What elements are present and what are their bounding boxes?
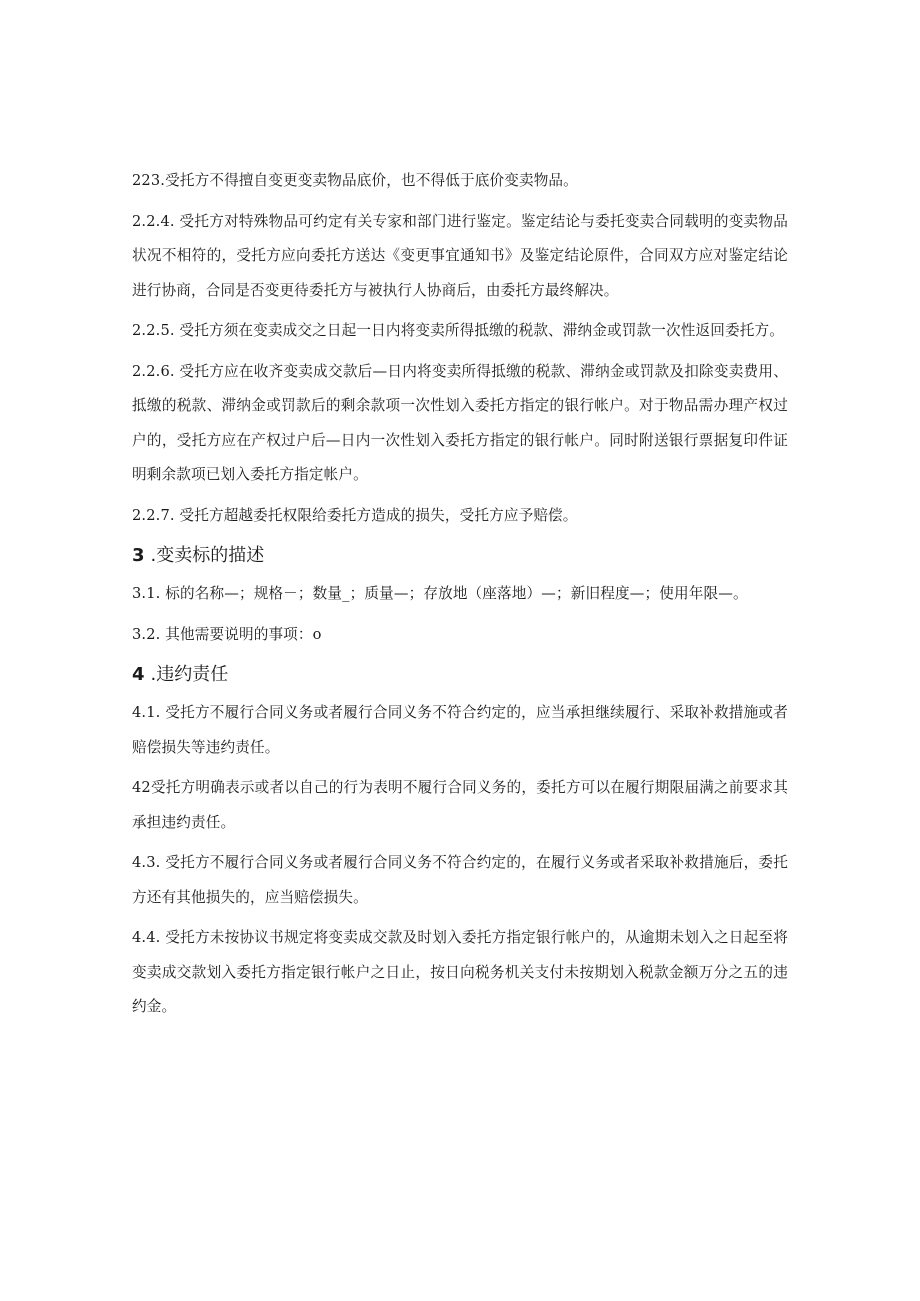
section-number: 4 — [132, 664, 145, 685]
clause-4-2: 42受托方明确表示或者以自己的行为表明不履行合同义务的，委托方可以在履行期限届满之前要求其承担违约责任。 — [132, 779, 788, 831]
clause-2-2-4: 2.2.4. 受托方对特殊物品可约定有关专家和部门进行鉴定。鉴定结论与委托变卖合同载明的变卖物品状况不相符的，受托方应向委托方送达《变更事宜通知书》及鉴定结论原件，合同双方应对鉴定结论进行协商，合同是否变更待委托方与被执行人协商后，由委托方最终解决。 — [132, 212, 788, 299]
clause-4-4: 4.4. 受托方未按协议书规定将变卖成交款及时划入委托方指定银行帐户的，从逾期未划入之日起至将变卖成交款划入委托方指定银行帐户之日止，按日向税务机关支付未按期划入税款金额万分之五的违约金。 — [132, 929, 788, 1015]
clause-2-2-6: 2.2.6. 受托方应在收齐变卖成交款后—日内将变卖所得抵缴的税款、滞纳金或罚款及扣除变卖费用、抵缴的税款、滞纳金或罚款后的剩余款项一次性划入委托方指定的银行帐户。对于物品需办理产权过户的，受托方应在产权过户后—日内一次性划入委托方指定的银行帐户。同时附送银行票据复印件证明剩余款项已划入委托方指定帐户。 — [132, 362, 788, 483]
clause-3-1: 3.1. 标的名称—；规格－；数量_；质量—；存放地（座落地）—；新旧程度—；使用年限—。 — [132, 585, 748, 602]
section-title: .违约责任 — [150, 664, 229, 685]
clause-3-2: 3.2. 其他需要说明的事项：o — [132, 625, 322, 643]
section-number: 3 — [132, 545, 145, 566]
section-title: .变卖标的描述 — [150, 545, 265, 566]
section-heading-3 — [132, 539, 788, 573]
clause-4-1: 4.1. 受托方不履行合同义务或者履行合同义务不符合约定的，应当承担继续履行、采取补救措施或者赔偿损失等违约责任。 — [132, 704, 788, 756]
clause-4-3: 4.3. 受托方不履行合同义务或者履行合同义务不符合约定的，在履行义务或者采取补救措施后，委托方还有其他损失的，应当赔偿损失。 — [132, 854, 788, 906]
clause-2-2-5: 2.2.5. 受托方须在变卖成交之日起一日内将变卖所得抵缴的税款、滞纳金或罚款一次性返回委托方。 — [132, 322, 784, 339]
document-page — [132, 164, 788, 1031]
section-heading-4 — [132, 658, 788, 692]
clause-2-2-7: 2.2.7. 受托方超越委托权限给委托方造成的损失，受托方应予赔偿。 — [132, 506, 578, 524]
clause-2-2-3: 223.受托方不得擅自变更变卖物品底价，也不得低于底价变卖物品。 — [132, 172, 578, 189]
